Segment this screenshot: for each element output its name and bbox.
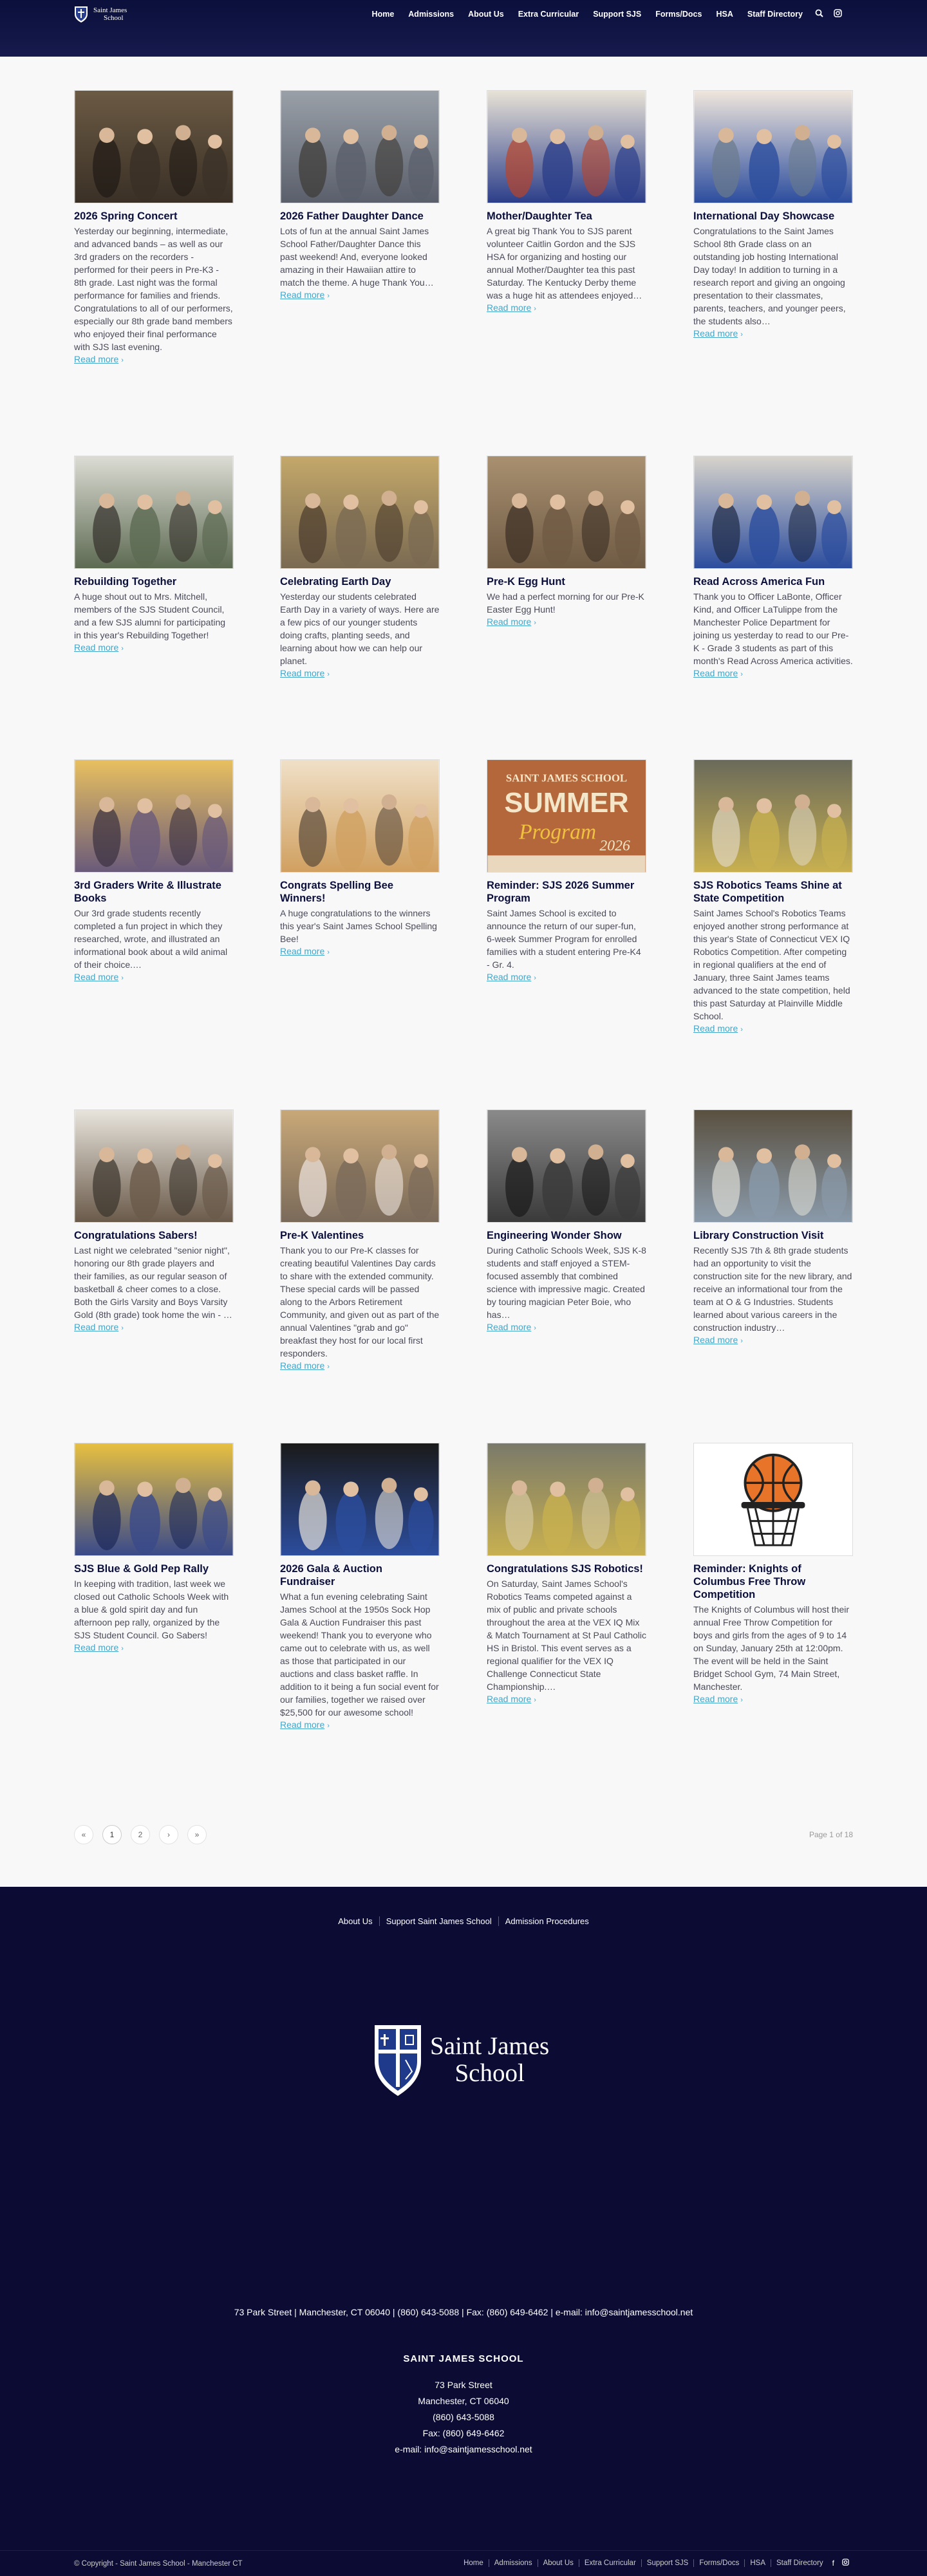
search-icon[interactable] [810,9,829,19]
read-more-label: Read more [487,1322,532,1332]
post-thumbnail[interactable] [74,90,234,203]
nav-admissions[interactable]: Admissions [408,10,454,19]
post-title[interactable]: Congratulations SJS Robotics! [487,1563,643,1575]
footer-logo-text [430,2033,549,2087]
footer-city: Manchester, CT 06040 [418,2396,509,2406]
chevron-right-icon: › [534,1696,536,1704]
facebook-icon[interactable]: f [832,2559,834,2568]
footer-link-support[interactable]: Support Saint James School [379,1916,498,1926]
post-excerpt: Saint James School is excited to announce the return of our super-fun, 6-week Summer Program for enrolled families with a student entering Pre-K4 - Gr. 4. [487,908,641,970]
post-title[interactable]: Pre-K Valentines [280,1230,364,1241]
read-more-label: Read more [280,1360,325,1371]
post-thumbnail[interactable] [74,456,234,569]
post-title[interactable]: Reminder: Knights of Columbus Free Throw Competition [693,1563,806,1600]
post-thumbnail[interactable] [487,759,646,873]
chevron-right-icon: › [740,1696,743,1704]
read-more-label: Read more [693,1694,738,1704]
post-thumbnail[interactable] [74,1109,234,1223]
footer-street: 73 Park Street [435,2380,492,2390]
post-title[interactable]: International Day Showcase [693,210,835,222]
post-card [487,456,646,628]
page-count: Page 1 of 18 [809,1830,853,1839]
post-excerpt: Saint James School's Robotics Teams enjoyed another strong performance at this year's State of Connecticut VEX IQ Robotics Competition. After competing in regional qualifiers at the end of January, three Saint James teams advanced to the state competition, held this past Saturday at Plainville Middle School. [693,908,850,1021]
post-thumbnail[interactable] [693,90,853,203]
pagination [74,1825,207,1844]
post-thumbnail[interactable] [693,759,853,873]
read-more-label: Read more [74,1322,119,1332]
read-more-label: Read more [74,1642,119,1653]
footer-socket [0,2550,927,2576]
post-card [280,759,440,958]
page-1-button[interactable]: 1 [102,1825,122,1844]
post-thumbnail[interactable] [693,1109,853,1223]
chevron-right-icon: › [534,305,536,313]
footer-logo [372,2018,565,2102]
post-card [487,1443,646,1705]
read-more-link[interactable] [74,1642,124,1653]
post-title[interactable]: 2026 Spring Concert [74,210,178,222]
post-card [280,456,440,680]
read-more-link[interactable] [693,1335,743,1345]
main-nav [365,0,847,28]
chevron-right-icon: › [740,1337,743,1345]
banner-line-4: 2026 [599,837,630,855]
chevron-right-icon: › [327,1363,330,1371]
footer-link-about-us[interactable]: About Us [338,1916,373,1926]
banner-line-2: SUMMER [504,788,629,819]
post-card [693,456,853,680]
chevron-right-icon: › [327,292,330,300]
read-more-link[interactable] [74,972,124,982]
instagram-icon[interactable] [838,2559,853,2568]
post-card [74,90,234,366]
chevron-right-icon: › [121,974,124,982]
site-logo[interactable] [74,0,127,28]
post-title[interactable]: SJS Robotics Teams Shine at State Competition [693,880,842,904]
post-excerpt: Yesterday our students celebrated Earth Day in a variety of ways. Here are a few pics of our younger students doing crafts, planting seeds, and learning about how we can help our planet. [280,591,440,666]
site-footer [0,1887,927,2576]
chevron-right-icon: › [534,1324,536,1332]
socket-nav-forms-docs[interactable]: Forms/Docs [693,2559,744,2567]
post-excerpt: In keeping with tradition, last week we closed out Catholic Schools Week with a blue & gold spirit day and fun afternoon pep rally, organized by the SJS Student Council. Go Sabers! [74,1579,229,1640]
post-card [693,1443,853,1705]
post-excerpt: Last night we celebrated "senior night", honoring our 8th grade players and their families, as our regular season of basketball & cheer comes to a close. Both the Girls Varsity and Boys Varsity Gold (8th grade) took home the win - … [74,1245,232,1320]
post-thumbnail[interactable] [487,90,646,203]
read-more-link[interactable] [487,616,536,627]
post-excerpt: A huge shout out to Mrs. Mitchell, members of the SJS Student Council, and a few SJS alumni for participating in this year's Rebuilding Together! [74,591,226,640]
footer-address-line: 73 Park Street | Manchester, CT 06040 | (860) 643-5088 | Fax: (860) 649-6462 | e-mail: info@saintjamesschool.net [234,2307,693,2317]
socket-nav-about-us[interactable]: About Us [538,2559,579,2567]
footer-link-admission-procedures[interactable]: Admission Procedures [498,1916,595,1926]
post-excerpt: During Catholic Schools Week, SJS K-8 students and staff enjoyed a STEM-focused assembly that combined science with impressive magic. Created by touring magician Peter Boie, who has… [487,1245,646,1320]
chevron-right-icon: › [534,974,536,982]
post-excerpt: Thank you to our Pre-K classes for creating beautiful Valentines Day cards to share with the extended community. These special cards will be passed along to the Arbors Retirement Community, and given out as part of the annual Valentines "grab and go" breakfast they host for our local first responders. [280,1245,440,1358]
nav-forms-docs[interactable]: Forms/Docs [655,10,702,19]
basketball-hoop-icon[interactable] [693,1443,853,1556]
page-next-button[interactable]: › [159,1825,178,1844]
logo-line-2: School [104,14,124,22]
chevron-right-icon: › [121,357,124,364]
nav-staff-directory[interactable]: Staff Directory [747,10,803,19]
banner-line-1: SAINT JAMES SCHOOL [505,772,628,784]
read-more-label: Read more [74,354,119,364]
chevron-right-icon: › [740,331,743,338]
post-card [693,759,853,1035]
post-excerpt: On Saturday, Saint James School's Robotics Teams competed against a mix of public and private schools throughout the area at the VEX IQ Mix & Match Tournament at St Paul Catholic HS in Bristol. This event serves as a regional qualifier for the VEX IQ Challenge Connecticut State Championship.… [487,1579,646,1692]
logo-line-1: Saint James [93,6,127,14]
read-more-label: Read more [693,328,738,338]
post-excerpt: Lots of fun at the annual Saint James School Father/Daughter Dance this past weekend! And, everyone looked amazing in their Hawaiian attire to match the theme. A huge Thank You… [280,226,434,288]
footer-logo-line-1: Saint James [430,2032,550,2060]
read-more-label: Read more [280,946,325,956]
post-thumbnail[interactable] [693,456,853,569]
read-more-link[interactable] [280,946,330,956]
post-title[interactable]: 2026 Father Daughter Dance [280,210,424,222]
post-excerpt: A great big Thank You to SJS parent volunteer Caitlin Gordon and the SJS HSA for organizing and hosting our annual Mother/Daughter tea this past Saturday. The Kentucky Derby theme was a huge hit as attendees enjoyed… [487,226,642,301]
chevron-right-icon: › [121,1645,124,1653]
read-more-label: Read more [74,972,119,982]
post-thumbnail[interactable] [74,759,234,873]
nav-hsa[interactable]: HSA [716,10,733,19]
banner-line-3: Program [519,820,597,844]
read-more-link[interactable] [487,972,536,982]
post-title[interactable]: Engineering Wonder Show [487,1230,622,1241]
read-more-link[interactable] [693,328,743,338]
post-card [74,1109,234,1333]
footer-fax: Fax: (860) 649-6462 [422,2428,505,2438]
read-more-link[interactable] [693,668,743,678]
post-excerpt: What a fun evening celebrating Saint James School at the 1950s Sock Hop Gala & Auction Fundraiser this past weekend! Thank you to everyone who came out to celebrate with us, as well as those that participated in our auctions and class basket raffle. In addition to it being a fun social event for our families, together we raised over $25,500 for our awesome school! [280,1591,439,1718]
shield-logo-icon [372,2021,424,2099]
socket-nav-staff-directory[interactable]: Staff Directory [771,2559,829,2567]
socket-nav-admissions[interactable]: Admissions [489,2559,538,2567]
read-more-label: Read more [693,1335,738,1345]
post-title[interactable]: 3rd Graders Write & Illustrate Books [74,880,221,904]
post-title[interactable]: Mother/Daughter Tea [487,210,592,222]
page-first-button[interactable]: « [74,1825,93,1844]
read-more-link[interactable] [280,1360,330,1371]
post-card [74,1443,234,1654]
post-excerpt: Thank you to Officer LaBonte, Officer Kind, and Officer LaTulippe from the Manchester Police Department for joining us yesterday to read to our Pre-K - Grade 3 students as part of this month's Read Across America activities. [693,591,853,666]
nav-about-us[interactable]: About Us [468,10,504,19]
read-more-label: Read more [487,616,532,627]
chevron-right-icon: › [327,949,330,956]
post-title[interactable]: Celebrating Earth Day [280,576,391,588]
nav-extra-curricular[interactable]: Extra Curricular [518,10,579,19]
read-more-link[interactable] [280,1719,330,1730]
post-thumbnail[interactable] [280,456,440,569]
post-title[interactable]: SJS Blue & Gold Pep Rally [74,1563,209,1575]
page-2-button[interactable]: 2 [131,1825,150,1844]
post-card [74,759,234,983]
copyright-text: © Copyright - Saint James School - Manchester CT [74,2560,243,2568]
post-title[interactable]: Congratulations Sabers! [74,1230,198,1241]
post-thumbnail[interactable] [487,456,646,569]
post-card [693,90,853,340]
post-card [693,1109,853,1346]
read-more-label: Read more [693,668,738,678]
post-excerpt: Recently SJS 7th & 8th grade students had an opportunity to visit the construction site for the new library, and receive an informational tour from the team at O & G Industries. Students learned about various careers in the construction industry… [693,1245,852,1333]
footer-email[interactable]: e-mail: info@saintjamesschool.net [395,2444,532,2454]
socket-nav-home[interactable]: Home [464,2559,483,2567]
post-card [280,90,440,301]
post-thumbnail[interactable] [487,1109,646,1223]
read-more-link[interactable] [74,1322,124,1332]
read-more-link[interactable] [280,668,330,678]
post-excerpt: Our 3rd grade students recently completed a fun project in which they researched, wrote, and illustrated an informational book about a wild animal of their choice.… [74,908,228,970]
read-more-label: Read more [74,642,119,653]
read-more-link[interactable] [74,642,124,653]
read-more-label: Read more [693,1023,738,1033]
read-more-label: Read more [280,668,325,678]
post-card [280,1443,440,1731]
read-more-label: Read more [280,290,325,300]
read-more-label: Read more [487,1694,532,1704]
nav-home[interactable]: Home [371,10,395,19]
read-more-link[interactable] [280,290,330,300]
instagram-icon[interactable] [829,9,847,19]
post-card [487,1109,646,1333]
post-title[interactable]: Read Across America Fun [693,576,825,588]
post-card [74,456,234,654]
post-thumbnail[interactable] [280,759,440,873]
chevron-right-icon: › [740,1026,743,1033]
footer-phone: (860) 643-5088 [433,2412,494,2422]
post-title[interactable]: Reminder: SJS 2026 Summer Program [487,880,635,904]
footer-links [0,1916,927,1926]
post-thumbnail[interactable] [74,1443,234,1556]
post-excerpt: A huge congratulations to the winners this year's Saint James School Spelling Bee! [280,908,437,944]
chevron-right-icon: › [327,671,330,678]
post-title[interactable]: Rebuilding Together [74,576,177,588]
read-more-link[interactable] [693,1694,743,1704]
post-title[interactable]: Congrats Spelling Bee Winners! [280,880,394,904]
post-excerpt: Congratulations to the Saint James School 8th Grade class on an outstanding job hosting International Day today! In addition to turning in a research report and giving an ongoing presentation to their classmates, parents, teachers, and younger peers, the students also… [693,226,846,326]
post-card [280,1109,440,1372]
socket-nav-hsa[interactable]: HSA [744,2559,771,2567]
read-more-label: Read more [280,1719,325,1730]
socket-nav [458,2559,853,2568]
read-more-link[interactable] [487,302,536,313]
read-more-link[interactable] [693,1023,743,1033]
post-excerpt: We had a perfect morning for our Pre-K Easter Egg Hunt! [487,591,644,615]
footer-school-name: SAINT JAMES SCHOOL [403,2353,524,2364]
nav-support-sjs[interactable]: Support SJS [593,10,642,19]
socket-nav-extra-curricular[interactable]: Extra Curricular [579,2559,641,2567]
post-thumbnail[interactable] [280,90,440,203]
post-thumbnail[interactable] [280,1109,440,1223]
post-thumbnail[interactable] [487,1443,646,1556]
post-thumbnail[interactable] [280,1443,440,1556]
read-more-link[interactable] [74,354,124,364]
post-card [487,90,646,314]
read-more-label: Read more [487,972,532,982]
shield-logo-icon [74,5,88,23]
chevron-right-icon: › [740,671,743,678]
site-header [0,0,927,57]
post-title[interactable]: 2026 Gala & Auction Fundraiser [280,1563,382,1588]
post-card [487,759,646,983]
read-more-link[interactable] [487,1322,536,1332]
footer-logo-line-2: School [454,2059,525,2087]
read-more-link[interactable] [487,1694,536,1704]
post-excerpt: Yesterday our beginning, intermediate, and advanced bands – as well as our 3rd graders on the recorders - performed for their peers in Pre-K3 - 8th grade. Last night was the formal performance for families and friends. Congratulations to all of our performers, especially our 8th grade band members who enjoyed their final performance with SJS last evening. [74,226,233,352]
chevron-right-icon: › [121,645,124,653]
read-more-label: Read more [487,302,532,313]
post-title[interactable]: Pre-K Egg Hunt [487,576,565,588]
chevron-right-icon: › [534,619,536,627]
logo-text [93,6,127,22]
chevron-right-icon: › [327,1722,330,1730]
chevron-right-icon: › [121,1324,124,1332]
footer-contact-block [0,2353,927,2458]
page-last-button[interactable]: » [187,1825,207,1844]
post-title[interactable]: Library Construction Visit [693,1230,824,1241]
socket-nav-support-sjs[interactable]: Support SJS [641,2559,694,2567]
post-excerpt: The Knights of Columbus will host their annual Free Throw Competition for boys and girls from the ages of 9 to 14 on Sunday, January 25th at 12:00pm. The event will be held in the Saint Bridget School Gym, 74 Main Street, Manchester. [693,1604,849,1692]
